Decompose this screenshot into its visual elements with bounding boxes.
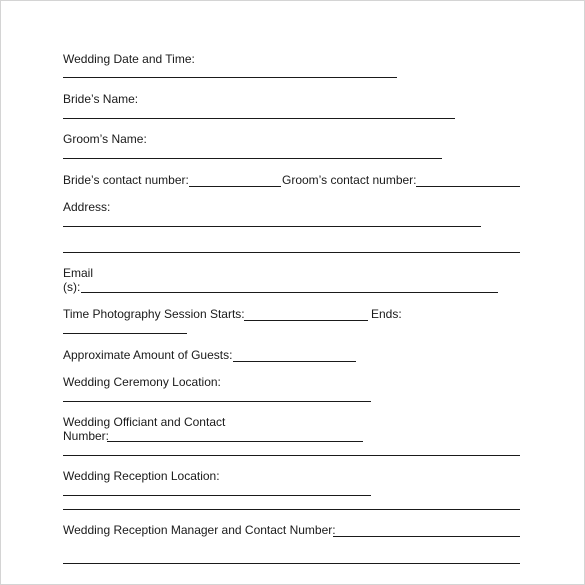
email-label: Email xyxy=(63,266,94,280)
wedding-date-time-line[interactable] xyxy=(63,77,397,78)
photo-session-starts-label: Time Photography Session Starts: xyxy=(63,307,245,321)
email-line[interactable] xyxy=(81,292,498,293)
ceremony-location-line[interactable] xyxy=(63,401,371,402)
address-line-1[interactable] xyxy=(63,226,481,227)
brides-contact-label: Bride’s contact number: xyxy=(63,173,189,187)
address-line-2[interactable] xyxy=(63,252,520,253)
brides-name-line[interactable] xyxy=(63,118,455,119)
officiant-number-line[interactable] xyxy=(107,441,363,442)
brides-name-label: Bride’s Name: xyxy=(63,92,139,106)
photo-session-starts-line[interactable] xyxy=(244,320,368,321)
officiant-number-label: Number: xyxy=(63,429,110,443)
ceremony-location-label: Wedding Ceremony Location: xyxy=(63,375,221,389)
photo-session-ends-label: Ends: xyxy=(371,307,402,321)
grooms-contact-line[interactable] xyxy=(416,186,520,187)
grooms-name-label: Groom’s Name: xyxy=(63,132,147,146)
reception-manager-line[interactable] xyxy=(333,536,520,537)
photo-session-ends-line[interactable] xyxy=(63,333,187,334)
guests-line[interactable] xyxy=(233,361,356,362)
reception-location-line-2[interactable] xyxy=(63,509,520,510)
reception-manager-label: Wedding Reception Manager and Contact Number: xyxy=(63,523,336,537)
grooms-contact-label: Groom’s contact number: xyxy=(282,173,417,187)
reception-location-line-1[interactable] xyxy=(63,495,371,496)
email-label-suffix: (s): xyxy=(63,280,81,294)
reception-location-label: Wedding Reception Location: xyxy=(63,469,220,483)
guests-label: Approximate Amount of Guests: xyxy=(63,348,233,362)
brides-contact-line[interactable] xyxy=(189,186,281,187)
grooms-name-line[interactable] xyxy=(63,158,442,159)
wedding-date-time-label: Wedding Date and Time: xyxy=(63,52,195,66)
officiant-extra-line[interactable] xyxy=(63,455,520,456)
address-label: Address: xyxy=(63,200,111,214)
officiant-label: Wedding Officiant and Contact xyxy=(63,415,226,429)
reception-manager-extra-line[interactable] xyxy=(63,563,520,564)
